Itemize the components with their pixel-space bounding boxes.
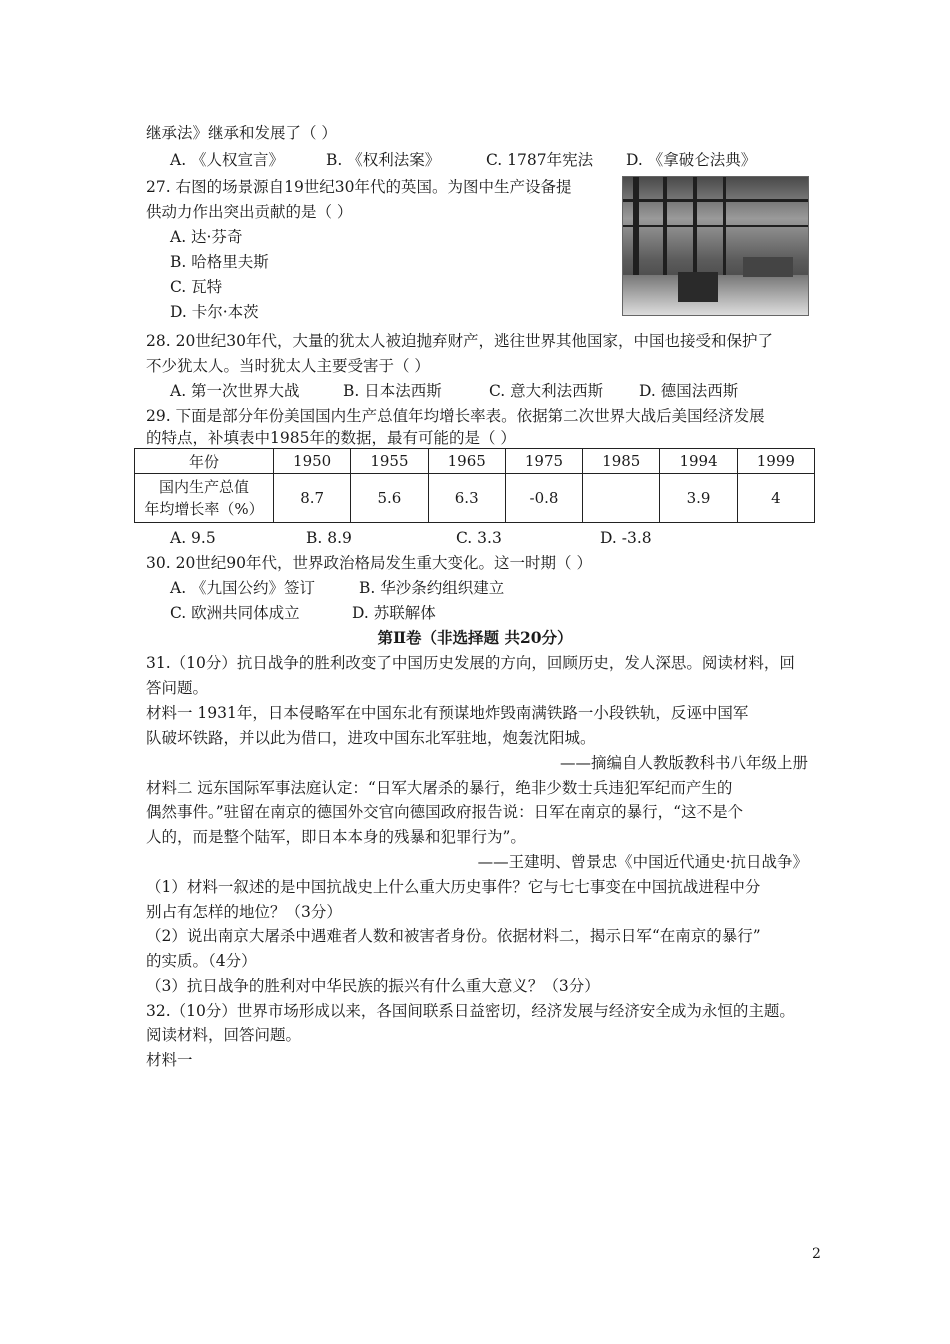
- q29-stem-line2: 的特点，补填表中1985年的数据，最有可能的是（ ）: [146, 429, 516, 447]
- q27-stem-line2: 供动力作出突出贡献的是（ ）: [146, 203, 353, 221]
- q28-options: [170, 380, 738, 402]
- q26-option-b: B. 《权利法案》: [326, 151, 441, 169]
- q29-options: [170, 527, 652, 549]
- q30-option-c: C. 欧洲共同体成立: [170, 604, 300, 622]
- q28-option-a: A. 第一次世界大战: [170, 382, 300, 400]
- q31-material1-source: ——摘编自人教版教科书八年级上册: [559, 754, 808, 772]
- q30-option-d: D. 苏联解体: [352, 604, 436, 622]
- q31-sub3: （3）抗日战争的胜利对中华民族的振兴有什么重大意义？（3分）: [146, 977, 600, 995]
- table-value-cell-blank: [583, 474, 660, 523]
- q31-sub1-line2: 别占有怎样的地位？（3分）: [146, 903, 342, 921]
- table-value-row: [135, 474, 815, 523]
- q29-option-c: C. 3.3: [456, 529, 502, 547]
- table-year-cell: 1965: [428, 449, 505, 474]
- q32-stem-line1: 32.（10分）世界市场形成以来，各国间联系日益密切，经济发展与经济安全成为永恒的主题。: [146, 1002, 795, 1020]
- q32-stem-line2: 阅读材料，回答问题。: [146, 1026, 302, 1044]
- q28-stem-line2: 不少犹太人。当时犹太人主要受害于（ ）: [146, 357, 430, 375]
- q29-option-d: D. -3.8: [600, 529, 652, 547]
- table-header-label: 年份: [135, 449, 274, 474]
- q26-options: [170, 149, 756, 171]
- table-year-cell: 1985: [583, 449, 660, 474]
- table-row-label-line1: 国内生产总值: [158, 478, 249, 496]
- q32-material1-label: 材料一: [146, 1051, 193, 1069]
- q31-stem-line2: 答问题。: [146, 679, 209, 697]
- q30-options-row2: [170, 602, 436, 624]
- q28-stem-line1: 28. 20世纪30年代，大量的犹太人被迫抛弃财产，逃往世界其他国家，中国也接受和保护了: [146, 332, 774, 350]
- q26-option-d: D. 《拿破仑法典》: [626, 151, 757, 169]
- q31-material2-source: ——王建明、曾景忠《中国近代通史·抗日战争》: [477, 853, 808, 871]
- q31-material2-line2: 偶然事件。”驻留在南京的德国外交官向德国政府报告说：日军在南京的暴行，“这不是个: [146, 803, 744, 821]
- q28-option-b: B. 日本法西斯: [343, 382, 442, 400]
- table-value-cell: 5.6: [351, 474, 428, 523]
- q30-option-a: A. 《九国公约》签订: [170, 579, 316, 597]
- q28-option-d: D. 德国法西斯: [639, 382, 739, 400]
- page-number: 2: [812, 1246, 821, 1262]
- factory-engraving-image: [622, 176, 809, 316]
- q27-option-a: A. 达·芬奇: [170, 228, 243, 246]
- table-value-cell: -0.8: [505, 474, 582, 523]
- q30-stem: 30. 20世纪90年代，世界政治格局发生重大变化。这一时期（ ）: [146, 554, 592, 572]
- q30-option-b: B. 华沙条约组织建立: [359, 579, 505, 597]
- table-year-cell: 1999: [737, 449, 814, 474]
- table-value-cell: 6.3: [428, 474, 505, 523]
- table-value-cell: 8.7: [274, 474, 351, 523]
- q27-stem-line1: 27. 右图的场景源自19世纪30年代的英国。为图中生产设备提: [146, 178, 572, 196]
- table-row-label: [135, 474, 274, 523]
- table-year-cell: 1955: [351, 449, 428, 474]
- q31-sub2-line2: 的实质。（4分）: [146, 952, 257, 970]
- q29-option-b: B. 8.9: [306, 529, 352, 547]
- q31-material1-line2: 队破坏铁路，并以此为借口，进攻中国东北军驻地，炮轰沈阳城。: [146, 729, 596, 747]
- q31-material2-line1: 材料二 远东国际军事法庭认定：“日军大屠杀的暴行，绝非少数士兵违犯军纪而产生的: [146, 779, 733, 797]
- gdp-growth-table: [134, 448, 815, 523]
- q27-option-c: C. 瓦特: [170, 278, 223, 296]
- q27-option-b: B. 哈格里夫斯: [170, 253, 269, 271]
- table-header-row: [135, 449, 815, 474]
- q27-option-d: D. 卡尔·本茨: [170, 303, 259, 321]
- q26-option-a: A. 《人权宣言》: [170, 151, 285, 169]
- q26-option-c: C. 1787年宪法: [486, 151, 594, 169]
- q31-material2-line3: 人的，而是整个陆军，即日本本身的残暴和犯罪行为”。: [146, 828, 526, 846]
- table-year-cell: 1950: [274, 449, 351, 474]
- q31-sub2-line1: （2）说出南京大屠杀中遇难者人数和被害者身份。依据材料二，揭示日军“在南京的暴行”: [146, 927, 761, 945]
- q30-options-row1: [170, 577, 504, 599]
- table-value-cell: 4: [737, 474, 814, 523]
- q29-stem-line1: 29. 下面是部分年份美国国内生产总值年均增长率表。依据第二次世界大战后美国经济发展: [146, 407, 765, 425]
- table-value-cell: 3.9: [660, 474, 737, 523]
- table-year-cell: 1975: [505, 449, 582, 474]
- q28-option-c: C. 意大利法西斯: [489, 382, 604, 400]
- q31-material1-line1: 材料一 1931年，日本侵略军在中国东北有预谋地炸毁南满铁路一小段铁轨，反诬中国军: [146, 704, 749, 722]
- q26-stem-continuation: 继承法》继承和发展了（ ）: [146, 124, 337, 142]
- q29-option-a: A. 9.5: [170, 529, 216, 547]
- table-row-label-line2: 年均增长率（%）: [144, 500, 264, 518]
- q31-stem-line1: 31.（10分）抗日战争的胜利改变了中国历史发展的方向，回顾历史，发人深思。阅读材料，回: [146, 654, 795, 672]
- section-2-title: 第Ⅱ卷（非选择题 共20分）: [377, 628, 573, 647]
- table-year-cell: 1994: [660, 449, 737, 474]
- q31-sub1-line1: （1）材料一叙述的是中国抗战史上什么重大历史事件？它与七七事变在中国抗战进程中分: [146, 878, 761, 896]
